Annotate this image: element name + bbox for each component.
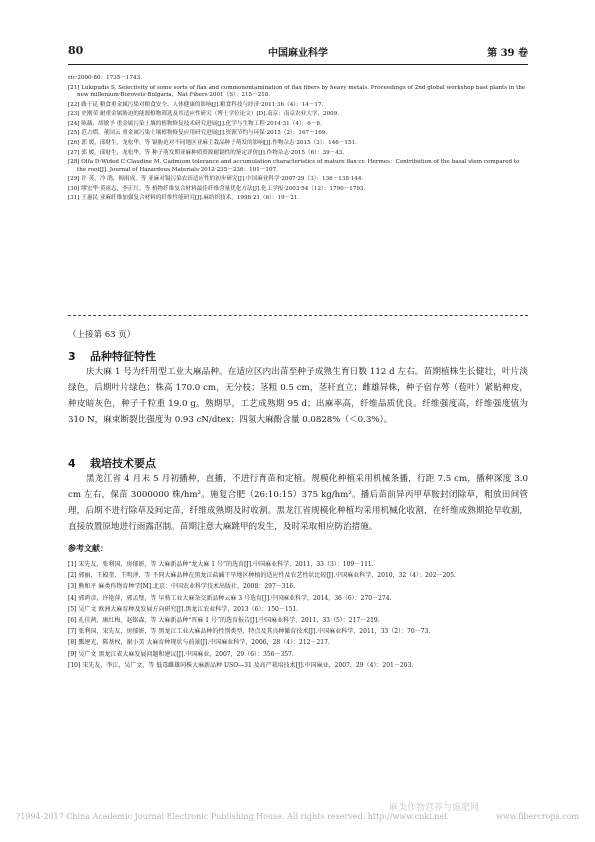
reference-entry: ric·2000·80：1735－1743. [68, 75, 142, 81]
reference-entry: [10] 宋先友，李江，吴广文，等 低毒雌雄同株大麻新品种 USO—31 及高产栽培技术[J].中国麻业，2007，29（4）：201－203. [68, 661, 414, 669]
reference-entry: [26] 郭 媛，邱财生，龙松华，等 镉胁迫对不同地区亚麻主栽品种子萌发的影响[J].作物杂志·2015（3）：146－151. [68, 139, 357, 146]
running-header [68, 44, 528, 60]
section-4-heading [68, 455, 156, 471]
section-3-paragraph: 庆大麻 1 号为纤用型工业大麻品种。在适应区内出苗至种子成熟生育日数 112 d 左右。苗期植株生长健壮，叶片淡绿色，后期叶片绿色；株高 170.0 cm，无分枝；茎粗 0.5 cm，茎秆直立；雌雄异株，种子宿存萼（苞叶）紧贴种皮，种皮暗灰色，种子千粒重 19.0 g。熟期早，工艺成熟期 95 d；出麻率高，纤维品质优良。纤维强度高，纤维强度值为 310 N，麻束断裂比强度为 0.93 cN/dtex；四氢大麻酚含量 0.0828%（＜0.3%）。 [68, 367, 528, 425]
reference-entry: [27] 郭 媛，邱财生，龙松华，等 种子萌发期亚麻种质资源耐镉性的鉴定评价[J].作物杂志·2015（6）：39－43. [68, 149, 345, 156]
section-title: 栽培技术要点 [90, 457, 156, 470]
dashed-divider [68, 315, 528, 316]
volume-label: 第 39 卷 [487, 48, 528, 59]
section-3-heading [68, 348, 156, 364]
reference-entry: [8] 瓢建光，陈基权，谢小美 大麻育种现状与前景[J].中国麻业科学，2006，28（4）：212－217. [68, 639, 330, 647]
journal-name: 中国麻业科学 [268, 48, 328, 59]
reference-entry: [5] 吴广文 欧洲大麻育种及发展方向研究[J].黑龙江农业科学，2013（6）：150－151. [68, 605, 299, 613]
page-number: 80 [68, 44, 84, 57]
reference-entry: [9] 吴广文 黑龙江省大麻发展问题和建议[J].中国麻业，2007，29（6）：356－357. [68, 650, 294, 658]
reference-entry: [1] 宋先友，张利国，房郁妍，等 大麻新品种“龙大麻 1 号”的选育[J].中国麻业科学，2011，33（3）：109－111. [68, 561, 374, 568]
reference-entry: [3] 熊和平 麻类作物育种学[M].北京：中国农业科学技术出版社，2008：297－316. [68, 583, 296, 591]
reference-entry: [25] 范占熠，董国云 重金属污染土壤植物修复应用研究进展[J].资源节约与环保·2015（2）：167－169. [68, 130, 328, 137]
reference-entry: [24] 陈薇，胡敏予 重金属污染土壤的植物修复技术研究进展[J].化学与生物工程·2014·31（4）：6－8. [68, 120, 322, 127]
reference-list [68, 561, 528, 673]
reference-entry: [28] Olfa D·Wided C·Claudine M. Cadmium tolerance and accumulation characteristics of mature flax·cv. Hermes：Contribution of the basal stem compared to the root[J]. Journal of Hazardous Materials·2012·235－236：101－107. [68, 159, 520, 173]
header-rule [68, 64, 528, 65]
section-number: 4 [68, 457, 76, 470]
reference-entry: [31] 王惠民 亚麻纤维加强复合材料的纤维性能研究[J].麻纺织技术，1998·21（6）：19－21. [68, 195, 300, 202]
section-number: 3 [68, 350, 76, 363]
reference-entry: [29] 许 英，冷 鹃，揭雨成，等 亚麻对镉污染农田适应性的初步研究[J].中国麻业科学·2007·29（3）：136－138·144. [68, 176, 364, 183]
watermark-text: 麻类作物营养与施肥网 [388, 803, 479, 813]
section-title: 品种特征特性 [90, 350, 156, 363]
reference-entry: [22] 路于昆 粮食重金属污染对粮食安全、人体健康的影响[J].粮食科技与经济·2011·36（4）：14－17. [68, 101, 324, 108]
reference-entry: [6] 孔佳茜，康红梅，赵铭森，等 大麻新品种“晋麻 1 号”的选育报告[J].中国麻业科学，2011，33（5）：217－219. [68, 616, 380, 624]
reference-entry: [7] 张利国，宋先友，房郁妍，等 黑龙江工业大麻品种的性别类型、特点及其良种繁育技术[J].中国麻业科学，2011，33（2）：70－73. [68, 628, 431, 636]
page-footer [16, 803, 579, 826]
reference-entry: [30] 缪宏华·黄祖志，李正红，等 植物纤维复合材料最佳纤维含量优化方法[J].化工学报·2003·54（12）：1790－1793. [68, 185, 366, 192]
continued-from-note: （上接第 63 页） [68, 330, 136, 340]
reference-entry: [2] 郭丽，王殿奎，王明泽，等 不同大麻品种在黑龙江盐碱干旱地区种植的适应性及农艺性状比较[J].中国麻业科学，2010，32（4）：202－205. [68, 572, 456, 580]
reference-list-previous-article [68, 75, 528, 205]
reference-entry: [4] 郭鸿彦，许艳萍，郭孟璧，等 早熟工业大麻杂交新品种云麻 3 号选育[J].中国麻业科学，2014，36（6）：270－274. [68, 594, 392, 602]
watermark-url: www.fibercrops.com [496, 812, 579, 821]
section-4-paragraph: 黑龙江省 4 月末 5 月初播种，直播，不进行育苗和定植。规模化种植采用机械条播，行距 7.5 cm，播种深度 3.0 cm 左右，保苗 3000000 株/hm²。施复合肥（26:10:15）375 kg/hm²。播后苗前异丙甲草胺封闭除草，粗放田间管理，后期不进行除草及间定苗，纤维成熟期及时收割。黑龙江省规模化种植均采用机械化收割，在纤维成熟期抢早收割，直接放置原地进行雨露沤制。苗期注意大麻跳甲的发生，及时采取相应防治措施。 [68, 474, 528, 532]
copyright-line: ?1994-2017 China Academic Journal Electronic Publishing House. All rights reserved. http://www.cnki.net [16, 812, 448, 821]
references-heading: 参考文献： [68, 543, 108, 553]
reference-entry: [21] Lukipudis S. Selectivity of some sorts of flax and commonontamination of flax fibers by heavy metals. Proceedings of 2nd global workshop bast plants in the new millenium·Borovets·Bulgaria，Nat Fibers·2001（S）：215－218. [68, 84, 526, 98]
reference-entry: [23] 史刚荣 耐重金属胁迫的能源植物筛选及其适应性研究（博士学位论文）[D].南京：南京农业大学，2009. [68, 111, 340, 118]
